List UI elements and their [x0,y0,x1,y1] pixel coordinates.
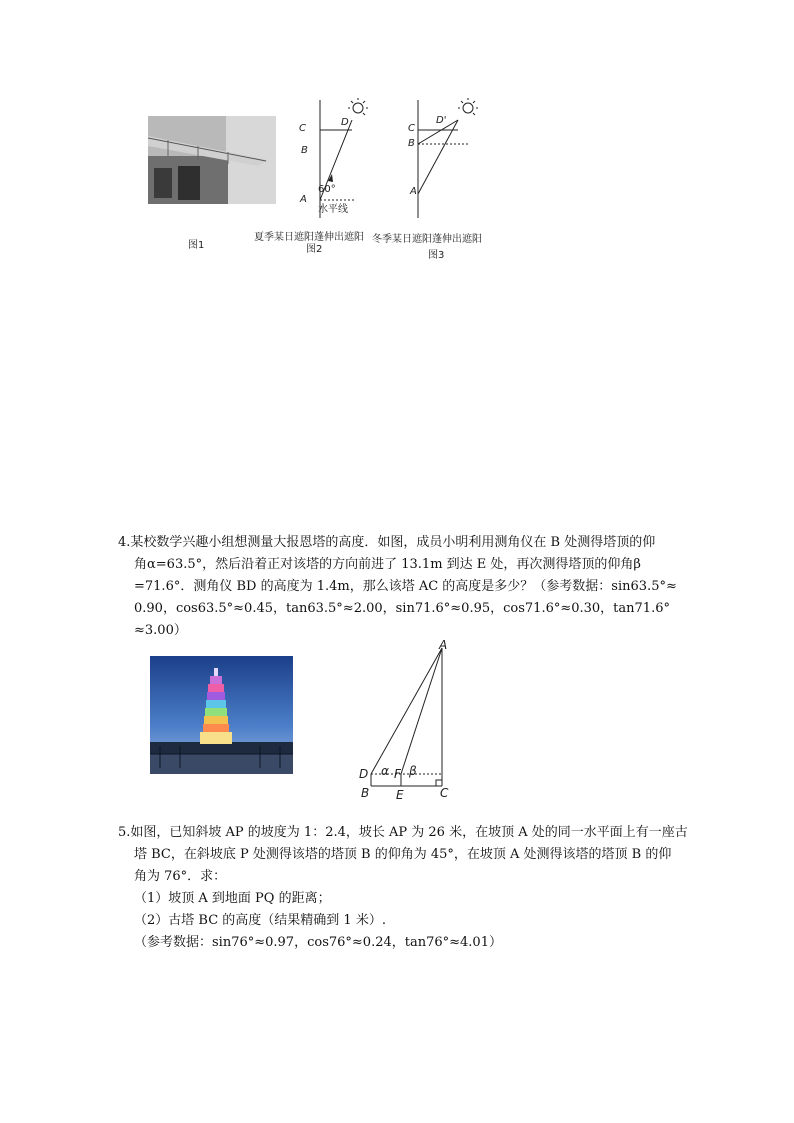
problem-4-line-5: ≈3.00） [134,623,187,638]
p4-label-alpha: α [381,764,389,778]
problem-4-line-4: 0.90，cos63.5°≈0.45，tan63.5°≈2.00，sin71.6°≈0.95，cos71.6°≈0.30，tan71.6° [134,601,670,616]
problem-5-line-2: 塔 BC，在斜坡底 P 处测得该塔的塔顶 B 的仰角为 45°，在坡顶 A 处测得该塔的塔顶 B 的仰 [134,847,672,862]
fig3-label-d: D' [436,115,447,126]
fig3-caption: 冬季某日遮阳蓬伸出遮阳 [372,234,482,245]
fig2-horizontal-label: 水平线 [318,204,348,215]
fig2-label-a: A [300,194,307,205]
problem-4-line-2: 角α=63.5°，然后沿着正对该塔的方向前进了 13.1m 到达 E 处，再次测得塔顶的仰角β [134,557,641,572]
fig3-label-a: A [410,186,417,197]
fig2-caption: 夏季某日遮阳蓬伸出遮阳 [254,232,364,243]
p4-label-a: A [439,638,448,652]
problem-5-line-3: 角为 76°．求： [134,869,227,884]
p4-label-b: B [361,786,370,800]
fig2-label-d: D [341,117,349,128]
problem-5-line-6: （参考数据：sin76°≈0.97，cos76°≈0.24，tan76°≈4.01） [134,935,502,950]
fig2-angle: 60° [318,184,336,195]
fig3-number: 图3 [428,250,445,261]
pagoda-photo [150,656,293,774]
problem-5-line-5: （2）古塔 BC 的高度（结果精确到 1 米）. [134,913,386,928]
fig2-label-c: C [299,123,306,134]
fig3-label-b: B [408,138,415,149]
problem-5-line-4: （1）坡顶 A 到地面 PQ 的距离； [134,891,331,906]
fig2-label-b: B [301,145,308,156]
fig2-number: 图2 [306,244,323,255]
p4-label-f: F [394,767,401,781]
problem-5 [118,822,708,954]
p4-label-beta: β [409,764,417,778]
problem-5-line-1: 5.如图，已知斜坡 AP 的坡度为 1：2.4，坡长 AP 为 26 米，在坡顶 A 处的同一水平面上有一座古 [118,825,688,840]
fig1-caption: 图1 [188,240,205,251]
p4-label-c: C [440,786,449,800]
problem-4-line-1: 4.某校数学兴趣小组想测量大报恩塔的高度．如图，成员小明利用测角仪在 B 处测得塔顶的仰 [118,535,656,550]
p4-label-d: D [359,767,369,781]
p4-label-e: E [396,788,404,802]
fig3-label-c: C [408,123,415,134]
problem-4 [118,532,708,642]
problem-4-line-3: =71.6°．测角仪 BD 的高度为 1.4m，那么该塔 AC 的高度是多少？（参考数据：sin63.5°≈ [134,579,677,594]
awning-photo [148,116,276,204]
